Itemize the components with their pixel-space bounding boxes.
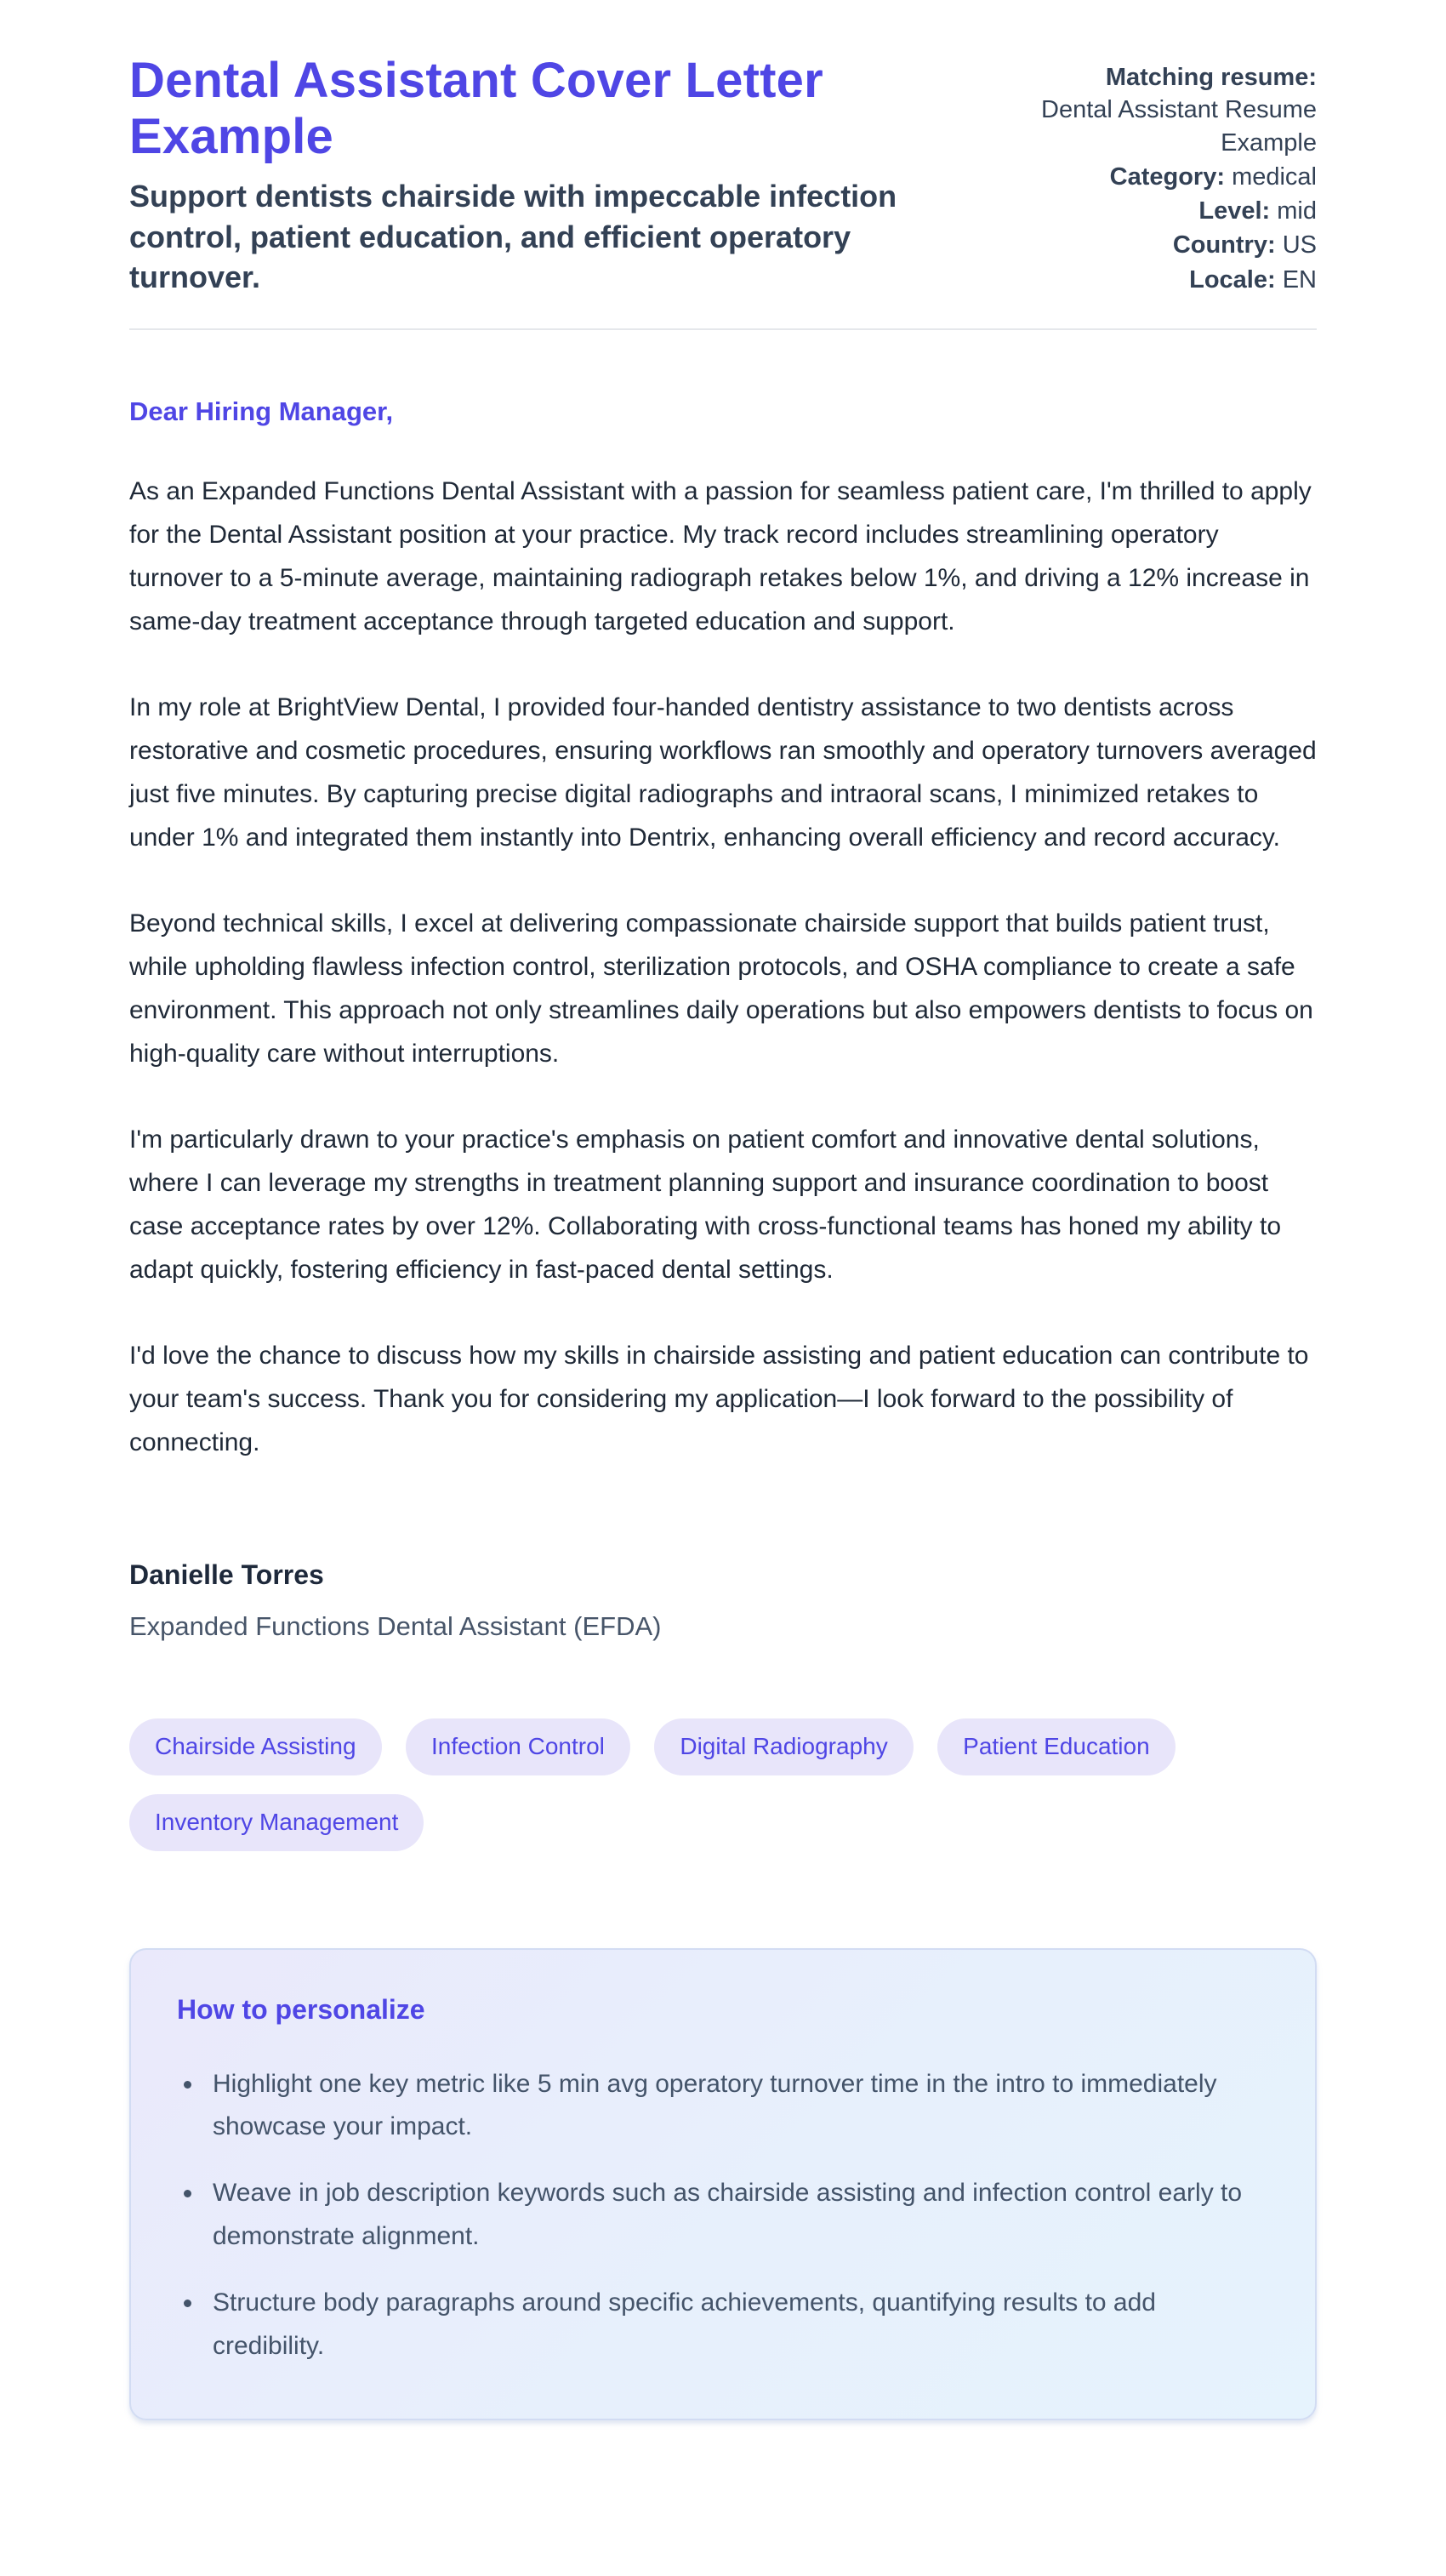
meta-country: [989, 229, 1317, 261]
cover-letter-body: [129, 396, 1317, 1642]
meta-matching-resume-value: Dental Assistant Resume Example: [1041, 96, 1317, 157]
meta-level: [989, 195, 1317, 227]
skill-tag-digital-radiography[interactable]: Digital Radiography: [654, 1718, 913, 1775]
signature-title: Expanded Functions Dental Assistant (EFDA): [129, 1610, 662, 1641]
skill-tag-inventory-management[interactable]: Inventory Management: [129, 1794, 424, 1851]
header-title-block: [129, 53, 948, 298]
page-header: [129, 53, 1317, 298]
meta-locale-value: EN: [1282, 265, 1317, 294]
letter-paragraph-1: As an Expanded Functions Dental Assistant with a passion for seamless patient care, I'm thrilled to apply for the Dental Assistant position at your practice. My track record includes streamlining operatory turnover to a 5-minute average, maintaining radiograph retakes below 1%, and driving a 12% increase in same-day treatment acceptance through targeted education and support.: [129, 476, 1312, 635]
page-title: Dental Assistant Cover Letter Example: [129, 53, 823, 164]
skill-tag-infection-control[interactable]: Infection Control: [406, 1718, 630, 1775]
letter-paragraph-4: I'm particularly drawn to your practice's emphasis on patient comfort and innovative dental solutions, where I can leverage my strengths in treatment planning support and insurance coordination to boost case acceptance rates by over 12%. Collaborating with cross-functional teams has honed my ability to adapt quickly, fostering efficiency in fast-paced dental settings.: [129, 1125, 1282, 1284]
meta-category-label: Category:: [1109, 162, 1225, 191]
personalize-tip-3: • Structure body paragraphs around specific achievements, quantifying results to add credibility.: [204, 2282, 1269, 2368]
letter-paragraph-5: I'd love the chance to discuss how my skills in chairside assisting and patient education can contribute to your team's success. Thank you for considering my application—I look forward to the possibility of connecting.: [129, 1341, 1309, 1456]
personalize-tip-1: • Highlight one key metric like 5 min avg operatory turnover time in the intro to immediately showcase your impact.: [204, 2063, 1269, 2149]
personalize-heading: How to personalize: [177, 1993, 425, 2025]
meta-level-value: mid: [1277, 197, 1317, 225]
meta-matching-resume-label: Matching resume:: [1105, 64, 1317, 91]
skill-tag-chairside-assisting[interactable]: Chairside Assisting: [129, 1718, 382, 1775]
meta-matching-resume: [989, 61, 1317, 159]
personalize-callout: [129, 1948, 1317, 2420]
meta-locale-label: Locale:: [1189, 265, 1276, 294]
meta-locale: [989, 264, 1317, 296]
meta-category: [989, 161, 1317, 193]
meta-country-value: US: [1282, 231, 1317, 259]
header-divider: [129, 328, 1317, 330]
resume-meta-panel: [989, 53, 1317, 298]
personalize-tip-2: • Weave in job description keywords such as chairside assisting and infection control early to demonstrate alignment.: [204, 2172, 1269, 2258]
letter-paragraph-2: In my role at BrightView Dental, I provided four-handed dentistry assistance to two dentists across restorative and cosmetic procedures, ensuring workflows ran smoothly and operatory turnovers averaged just five minutes. By capturing precise digital radiographs and intraoral scans, I minimized retakes to under 1% and integrated them instantly into Dentrix, enhancing overall efficiency and record accuracy.: [129, 692, 1317, 852]
letter-paragraph-3: Beyond technical skills, I excel at delivering compassionate chairside support that builds patient trust, while upholding flawless infection control, sterilization protocols, and OSHA compliance to create a safe environment. This approach not only streamlines daily operations but also empowers dentists to focus on high-quality care without interruptions.: [129, 909, 1313, 1068]
salutation: Dear Hiring Manager,: [129, 396, 394, 426]
meta-country-label: Country:: [1172, 231, 1276, 259]
skill-tag-patient-education[interactable]: Patient Education: [937, 1718, 1176, 1775]
meta-category-value: medical: [1232, 162, 1317, 191]
meta-level-label: Level:: [1198, 197, 1271, 225]
skill-tag-list: [129, 1718, 1317, 1870]
page-subtitle: Support dentists chairside with impeccable infection control, patient education, and efficient operatory turnover.: [129, 179, 897, 295]
signature-name: Danielle Torres: [129, 1559, 324, 1590]
personalize-tip-list: [167, 2063, 1269, 2368]
